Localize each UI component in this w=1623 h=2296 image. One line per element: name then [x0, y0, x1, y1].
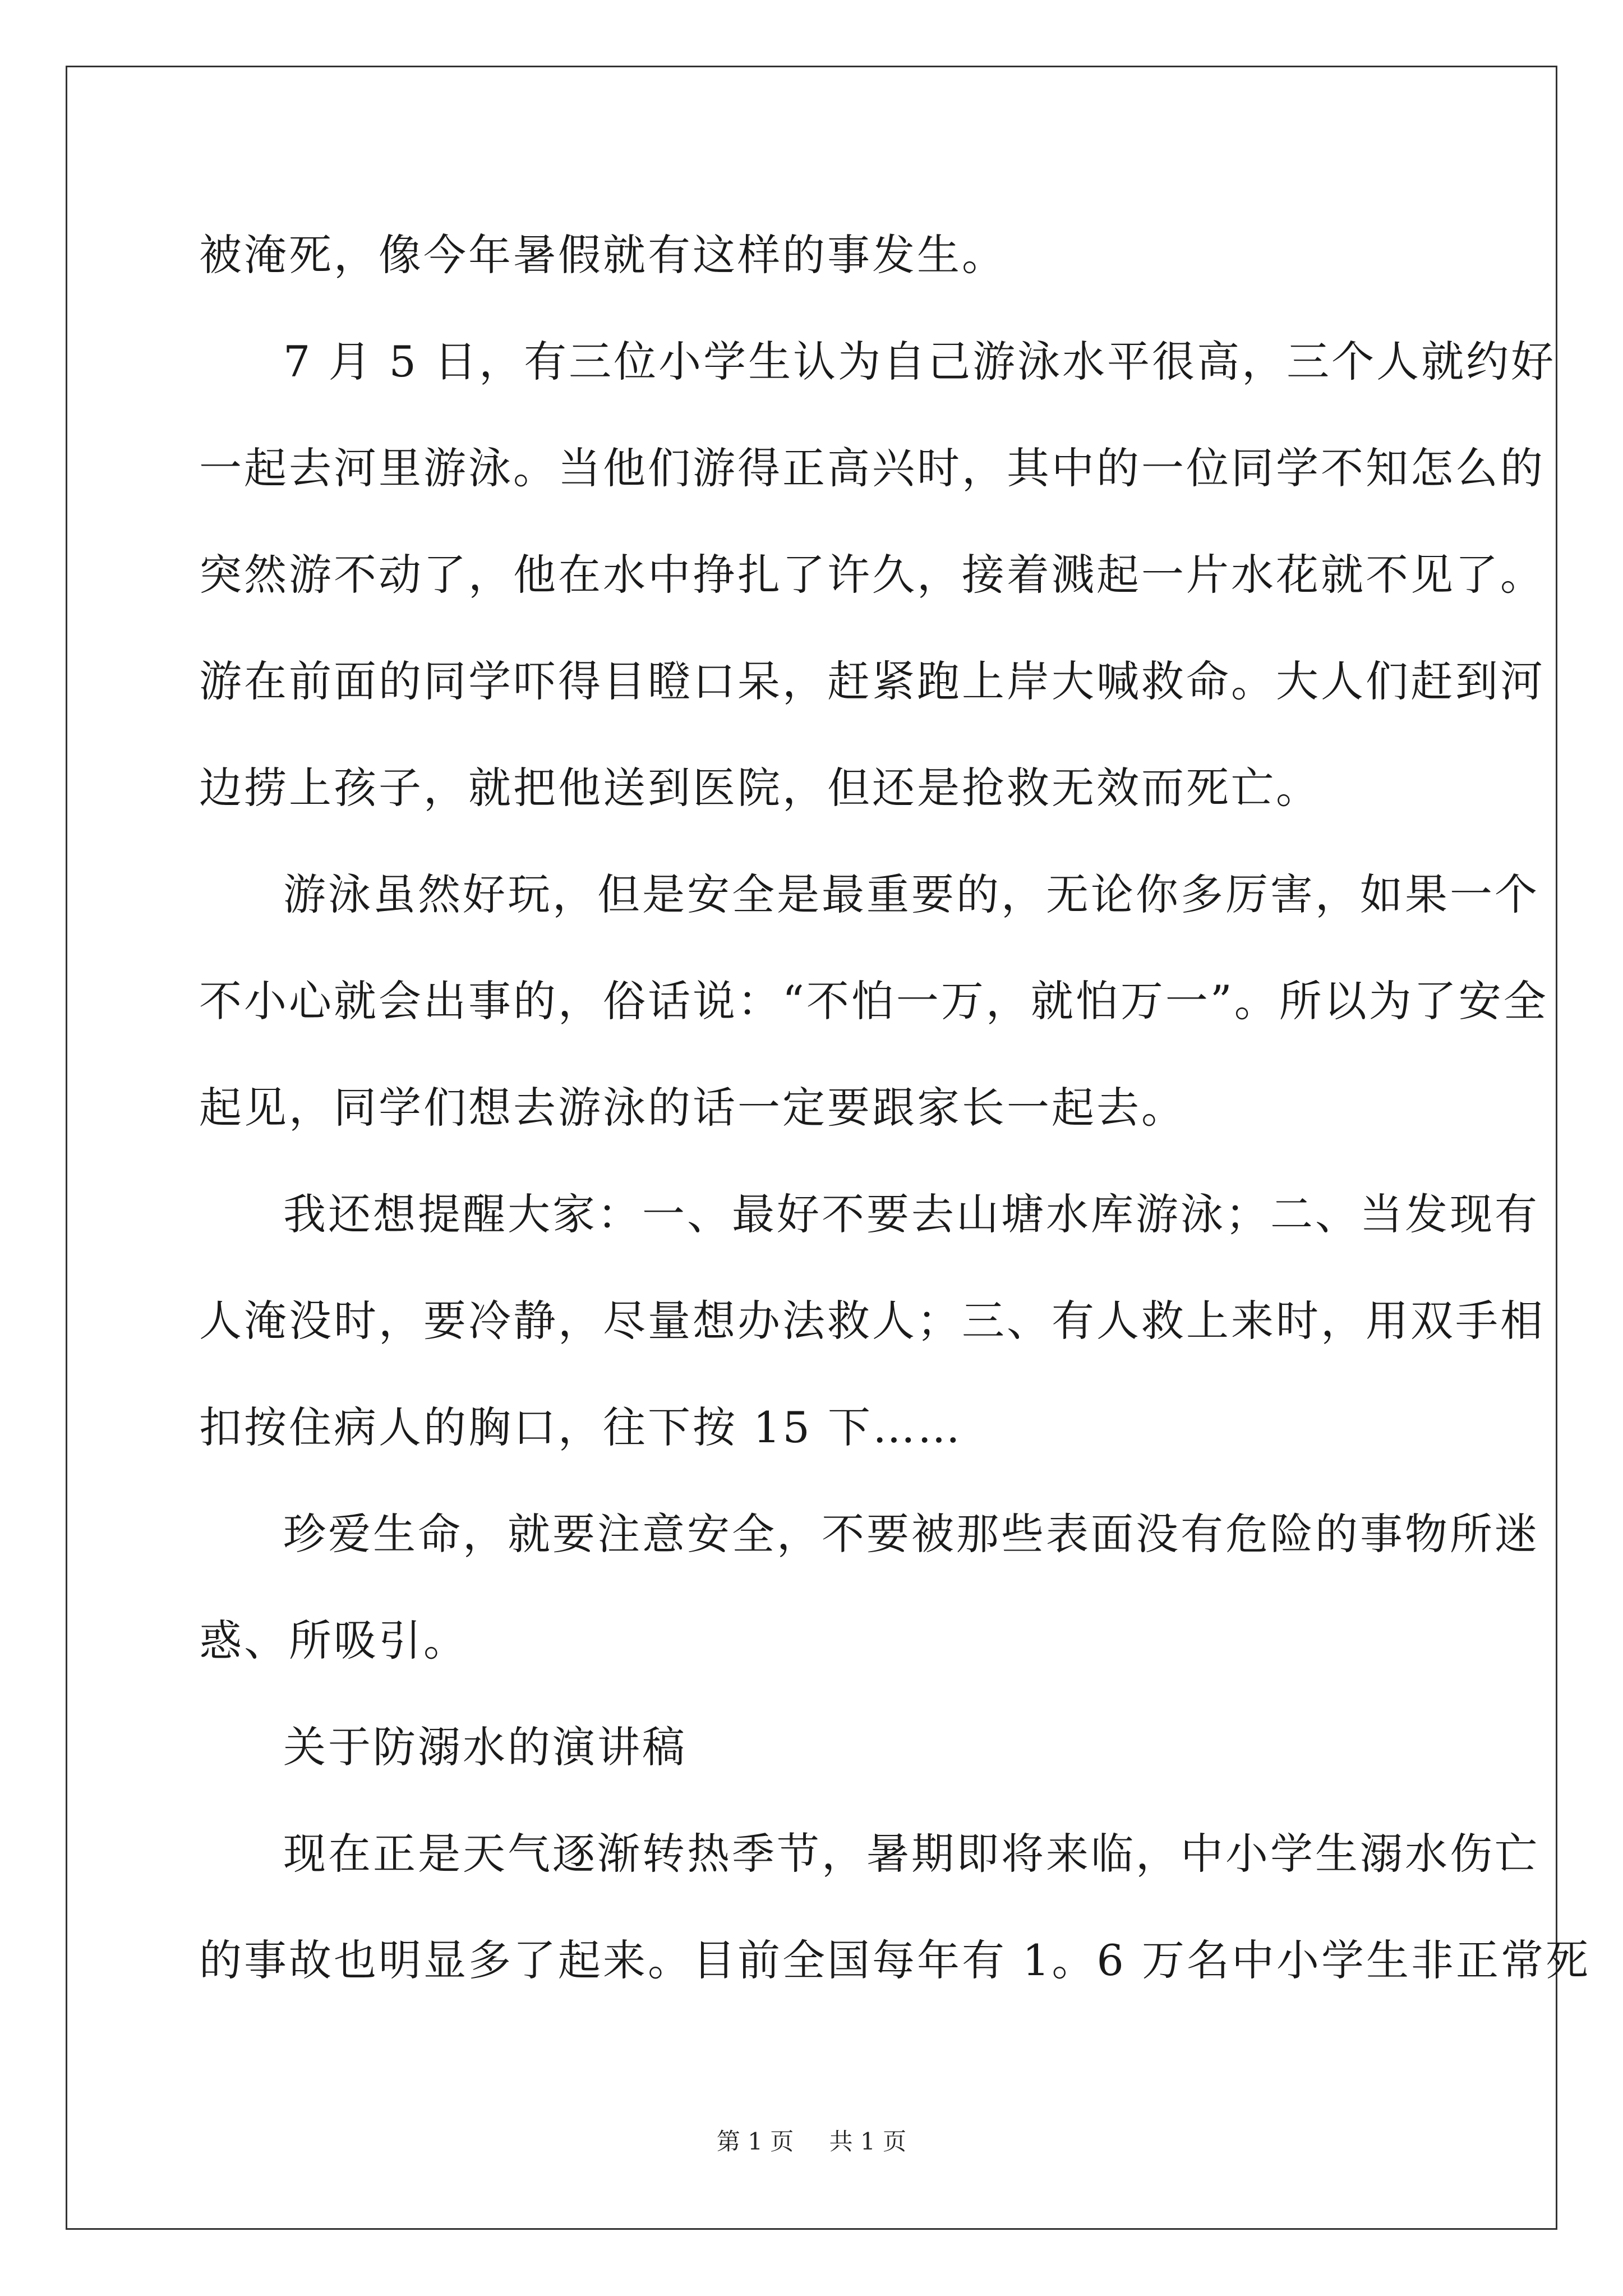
- text-line: 惑、所吸引。: [199, 1616, 468, 1665]
- text-line: 的事故也明显多了起来。目前全国每年有 1。6 万名中小学生非正常死: [199, 1935, 1591, 1985]
- text-line: 被淹死，像今年暑假就有这样的事发生。: [199, 230, 1007, 280]
- page-footer: [0, 2123, 1623, 2157]
- document-body: [199, 202, 1591, 2014]
- text-line: 人淹没时，要冷静，尽量想办法救人；三、有人救上来时，用双手相: [199, 1296, 1545, 1346]
- page-total: 共 1 页: [829, 2128, 907, 2155]
- paragraph-start-line: 7 月 5 日，有三位小学生认为自己游泳水平很高，三个人就约好: [283, 337, 1556, 386]
- text-line: 起见，同学们想去游泳的话一定要跟家长一起去。: [199, 1083, 1186, 1133]
- paragraph-start-line: 游泳虽然好玩，但是安全是最重要的，无论你多厉害，如果一个: [283, 869, 1539, 919]
- text-line: 游在前面的同学吓得目瞪口呆，赶紧跑上岸大喊救命。大人们赶到河: [199, 656, 1545, 706]
- text-line: 边捞上孩子，就把他送到医院，但还是抢救无效而死亡。: [199, 763, 1321, 813]
- page-number: 第 1 页: [716, 2128, 794, 2155]
- text-line: 扣按住病人的胸口，往下按 15 下……: [199, 1402, 963, 1452]
- paragraph-start-line: 珍爱生命，就要注意安全，不要被那些表面没有危险的事物所迷: [283, 1509, 1539, 1559]
- text-line: 突然游不动了，他在水中挣扎了许久，接着溅起一片水花就不见了。: [199, 550, 1545, 600]
- text-line: 一起去河里游泳。当他们游得正高兴时，其中的一位同学不知怎么的: [199, 443, 1545, 493]
- section-heading: 关于防溺水的演讲稿: [283, 1722, 687, 1772]
- text-line: 不小心就会出事的，俗话说：“不怕一万，就怕万一”。所以为了安全: [199, 976, 1548, 1026]
- paragraph-start-line: 我还想提醒大家：一、最好不要去山塘水库游泳；二、当发现有: [283, 1189, 1539, 1239]
- paragraph-start-line: 现在正是天气逐渐转热季节，暑期即将来临，中小学生溺水伤亡: [283, 1829, 1539, 1879]
